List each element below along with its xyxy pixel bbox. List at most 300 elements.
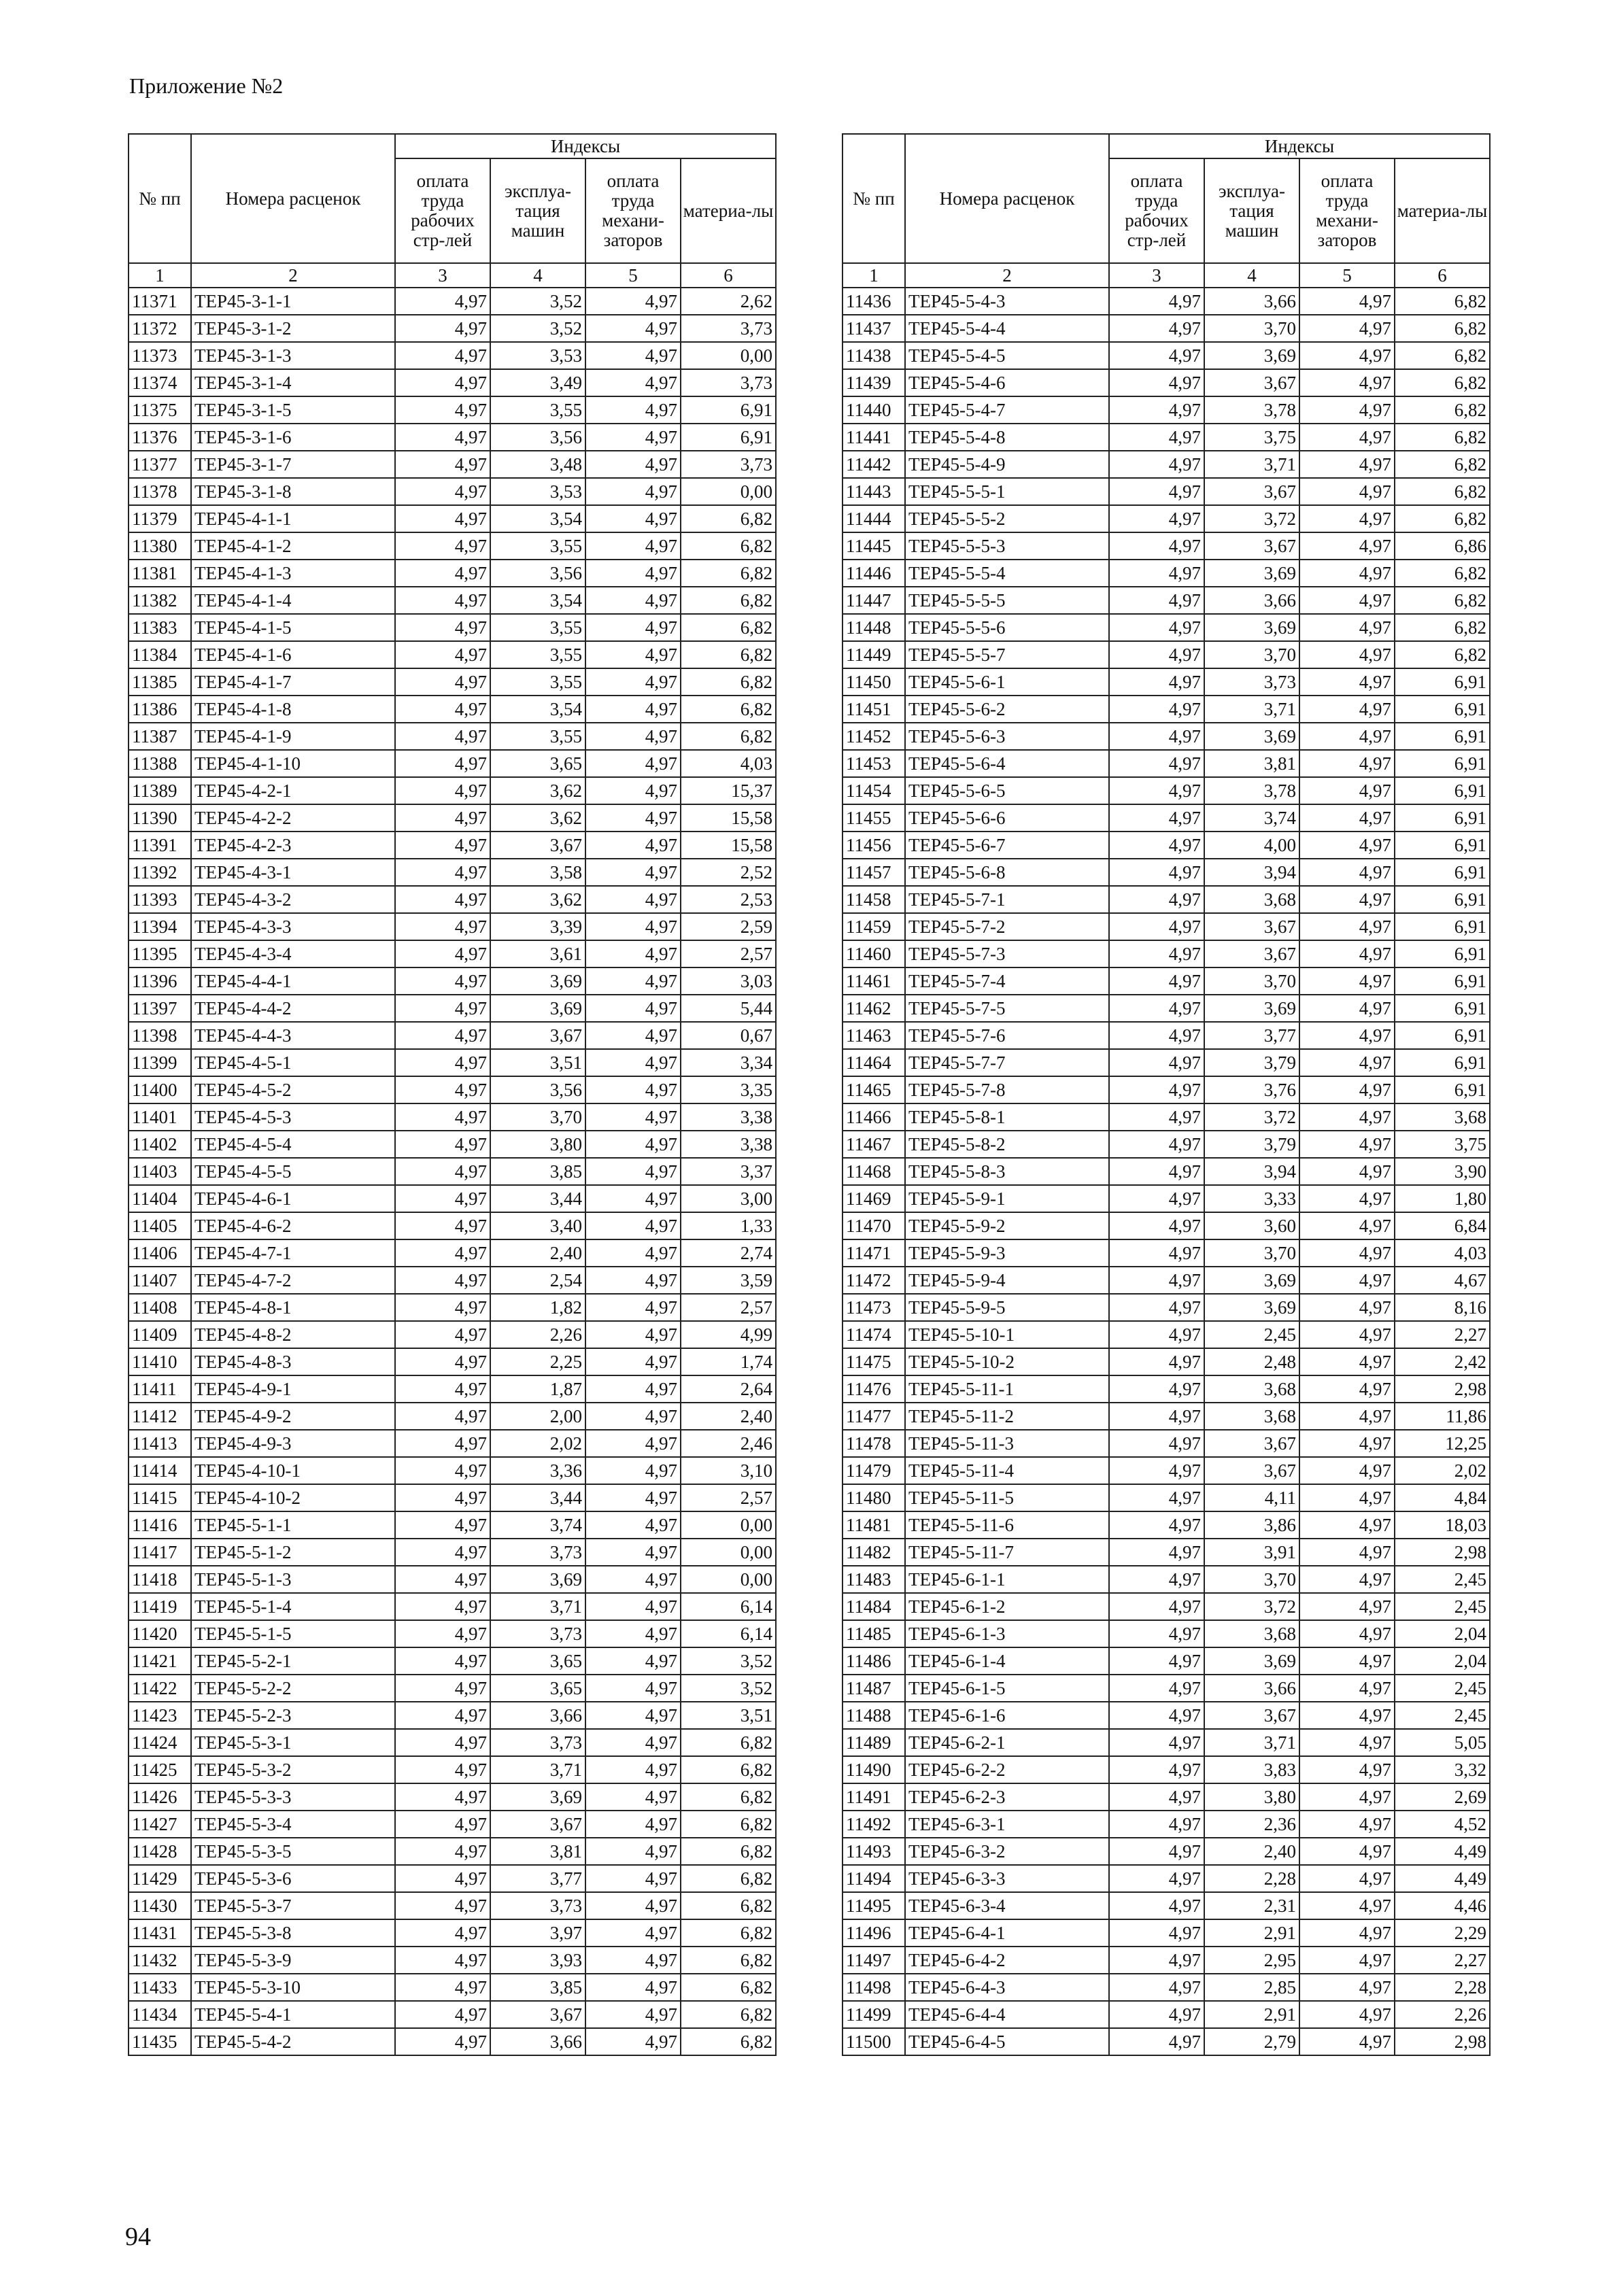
labor-index: 4,97 bbox=[1109, 1239, 1204, 1267]
machine-index: 3,69 bbox=[1204, 1267, 1299, 1294]
materials-index: 2,04 bbox=[1395, 1647, 1490, 1675]
row-number: 11462 bbox=[842, 995, 905, 1022]
materials-index: 0,00 bbox=[681, 1539, 776, 1566]
materials-index: 4,84 bbox=[1395, 1484, 1490, 1511]
row-number: 11454 bbox=[842, 777, 905, 804]
labor-index: 4,97 bbox=[1109, 478, 1204, 505]
row-number: 11479 bbox=[842, 1457, 905, 1484]
labor-index: 4,97 bbox=[395, 1484, 490, 1511]
table-row bbox=[129, 832, 776, 859]
row-number: 11471 bbox=[842, 1239, 905, 1267]
row-number: 11446 bbox=[842, 560, 905, 587]
header-code: Номера расценок bbox=[905, 134, 1109, 263]
row-number: 11386 bbox=[129, 696, 191, 723]
rate-code: ТЕР45-5-8-1 bbox=[905, 1103, 1109, 1131]
mech-index: 4,97 bbox=[1299, 859, 1395, 886]
materials-index: 6,82 bbox=[681, 614, 776, 641]
rate-code: ТЕР45-4-5-5 bbox=[191, 1158, 395, 1185]
machine-index: 3,76 bbox=[1204, 1076, 1299, 1103]
materials-index: 6,91 bbox=[1395, 696, 1490, 723]
rate-code: ТЕР45-4-5-1 bbox=[191, 1049, 395, 1076]
materials-index: 6,82 bbox=[681, 1811, 776, 1838]
table-row bbox=[842, 1158, 1490, 1185]
materials-index: 6,82 bbox=[1395, 641, 1490, 668]
materials-index: 6,82 bbox=[1395, 587, 1490, 614]
table-row bbox=[129, 777, 776, 804]
rate-code: ТЕР45-5-7-5 bbox=[905, 995, 1109, 1022]
mech-index: 4,97 bbox=[585, 886, 681, 913]
row-number: 11455 bbox=[842, 804, 905, 832]
materials-index: 6,91 bbox=[681, 396, 776, 424]
machine-index: 3,36 bbox=[490, 1457, 585, 1484]
materials-index: 1,80 bbox=[1395, 1185, 1490, 1212]
table-row bbox=[842, 1783, 1490, 1811]
labor-index: 4,97 bbox=[1109, 777, 1204, 804]
labor-index: 4,97 bbox=[395, 1158, 490, 1185]
materials-index: 6,91 bbox=[1395, 967, 1490, 995]
machine-index: 4,00 bbox=[1204, 832, 1299, 859]
table-row bbox=[129, 1974, 776, 2001]
labor-index: 4,97 bbox=[395, 777, 490, 804]
mech-index: 4,97 bbox=[1299, 1702, 1395, 1729]
table-row bbox=[129, 1430, 776, 1457]
table-row bbox=[129, 1348, 776, 1375]
row-number: 11463 bbox=[842, 1022, 905, 1049]
table-row bbox=[129, 750, 776, 777]
labor-index: 4,97 bbox=[395, 1185, 490, 1212]
mech-index: 4,97 bbox=[1299, 1974, 1395, 2001]
machine-index: 2,45 bbox=[1204, 1321, 1299, 1348]
row-number: 11481 bbox=[842, 1511, 905, 1539]
labor-index: 4,97 bbox=[395, 1076, 490, 1103]
row-number: 11487 bbox=[842, 1675, 905, 1702]
header-labor: оплата труда рабочих стр-лей bbox=[1109, 158, 1204, 263]
mech-index: 4,97 bbox=[585, 1947, 681, 1974]
labor-index: 4,97 bbox=[1109, 505, 1204, 532]
rate-code: ТЕР45-6-2-1 bbox=[905, 1729, 1109, 1756]
table-row bbox=[129, 1185, 776, 1212]
header-colnum: 1 bbox=[842, 263, 905, 288]
labor-index: 4,97 bbox=[395, 2001, 490, 2028]
rate-code: ТЕР45-5-5-3 bbox=[905, 532, 1109, 560]
mech-index: 4,97 bbox=[1299, 1620, 1395, 1647]
mech-index: 4,97 bbox=[585, 1647, 681, 1675]
row-number: 11477 bbox=[842, 1403, 905, 1430]
table-row bbox=[129, 2028, 776, 2055]
row-number: 11453 bbox=[842, 750, 905, 777]
rate-code: ТЕР45-5-3-2 bbox=[191, 1756, 395, 1783]
table-row bbox=[129, 315, 776, 342]
labor-index: 4,97 bbox=[1109, 1892, 1204, 1919]
materials-index: 2,64 bbox=[681, 1375, 776, 1403]
labor-index: 4,97 bbox=[1109, 1919, 1204, 1947]
machine-index: 3,66 bbox=[1204, 587, 1299, 614]
table-row bbox=[842, 342, 1490, 369]
rate-code: ТЕР45-5-11-2 bbox=[905, 1403, 1109, 1430]
table-row bbox=[842, 967, 1490, 995]
row-number: 11484 bbox=[842, 1593, 905, 1620]
row-number: 11483 bbox=[842, 1566, 905, 1593]
materials-index: 2,57 bbox=[681, 1484, 776, 1511]
row-number: 11421 bbox=[129, 1647, 191, 1675]
materials-index: 2,28 bbox=[1395, 1974, 1490, 2001]
materials-index: 3,73 bbox=[681, 369, 776, 396]
header-indices-group: Индексы bbox=[1109, 134, 1490, 158]
row-number: 11408 bbox=[129, 1294, 191, 1321]
row-number: 11478 bbox=[842, 1430, 905, 1457]
mech-index: 4,97 bbox=[1299, 1647, 1395, 1675]
labor-index: 4,97 bbox=[1109, 1974, 1204, 2001]
mech-index: 4,97 bbox=[1299, 1593, 1395, 1620]
machine-index: 3,56 bbox=[490, 560, 585, 587]
header-mech: оплата труда механи-заторов bbox=[1299, 158, 1395, 263]
rate-code: ТЕР45-5-6-5 bbox=[905, 777, 1109, 804]
labor-index: 4,97 bbox=[1109, 1756, 1204, 1783]
mech-index: 4,97 bbox=[1299, 886, 1395, 913]
machine-index: 3,69 bbox=[1204, 723, 1299, 750]
labor-index: 4,97 bbox=[395, 505, 490, 532]
rate-code: ТЕР45-4-4-2 bbox=[191, 995, 395, 1022]
table-row bbox=[842, 1811, 1490, 1838]
row-number: 11495 bbox=[842, 1892, 905, 1919]
rate-code: ТЕР45-5-4-3 bbox=[905, 288, 1109, 315]
materials-index: 6,82 bbox=[1395, 478, 1490, 505]
machine-index: 2,25 bbox=[490, 1348, 585, 1375]
rate-code: ТЕР45-5-9-3 bbox=[905, 1239, 1109, 1267]
rate-code: ТЕР45-6-4-2 bbox=[905, 1947, 1109, 1974]
mech-index: 4,97 bbox=[585, 1294, 681, 1321]
table-row bbox=[842, 288, 1490, 315]
table-row bbox=[842, 1321, 1490, 1348]
labor-index: 4,97 bbox=[395, 1947, 490, 1974]
materials-index: 0,00 bbox=[681, 478, 776, 505]
mech-index: 4,97 bbox=[585, 1702, 681, 1729]
table-row bbox=[129, 1022, 776, 1049]
mech-index: 4,97 bbox=[585, 1239, 681, 1267]
mech-index: 4,97 bbox=[585, 1457, 681, 1484]
labor-index: 4,97 bbox=[395, 1375, 490, 1403]
machine-index: 2,85 bbox=[1204, 1974, 1299, 2001]
header-colnum: 1 bbox=[129, 263, 191, 288]
row-number: 11442 bbox=[842, 451, 905, 478]
table-row bbox=[129, 696, 776, 723]
materials-index: 6,84 bbox=[1395, 1212, 1490, 1239]
rate-code: ТЕР45-4-3-2 bbox=[191, 886, 395, 913]
labor-index: 4,97 bbox=[1109, 1375, 1204, 1403]
rate-code: ТЕР45-4-5-3 bbox=[191, 1103, 395, 1131]
rate-code: ТЕР45-5-4-1 bbox=[191, 2001, 395, 2028]
machine-index: 2,28 bbox=[1204, 1865, 1299, 1892]
rate-code: ТЕР45-6-1-6 bbox=[905, 1702, 1109, 1729]
mech-index: 4,97 bbox=[1299, 1131, 1395, 1158]
rate-code: ТЕР45-4-2-3 bbox=[191, 832, 395, 859]
rate-code: ТЕР45-4-7-2 bbox=[191, 1267, 395, 1294]
row-number: 11423 bbox=[129, 1702, 191, 1729]
table-row bbox=[842, 1185, 1490, 1212]
materials-index: 2,57 bbox=[681, 940, 776, 967]
table-row bbox=[842, 1511, 1490, 1539]
materials-index: 6,82 bbox=[681, 1838, 776, 1865]
rate-code: ТЕР45-5-6-1 bbox=[905, 668, 1109, 696]
materials-index: 15,58 bbox=[681, 804, 776, 832]
labor-index: 4,97 bbox=[1109, 859, 1204, 886]
row-number: 11494 bbox=[842, 1865, 905, 1892]
table-row bbox=[842, 2001, 1490, 2028]
mech-index: 4,97 bbox=[1299, 1756, 1395, 1783]
materials-index: 2,04 bbox=[1395, 1620, 1490, 1647]
materials-index: 3,03 bbox=[681, 967, 776, 995]
rate-code: ТЕР45-5-1-3 bbox=[191, 1566, 395, 1593]
materials-index: 6,82 bbox=[681, 1729, 776, 1756]
machine-index: 3,49 bbox=[490, 369, 585, 396]
row-number: 11461 bbox=[842, 967, 905, 995]
table-row bbox=[842, 1702, 1490, 1729]
labor-index: 4,97 bbox=[1109, 886, 1204, 913]
table-row bbox=[129, 1403, 776, 1430]
mech-index: 4,97 bbox=[585, 1403, 681, 1430]
rate-code: ТЕР45-4-1-6 bbox=[191, 641, 395, 668]
labor-index: 4,97 bbox=[1109, 1783, 1204, 1811]
machine-index: 3,66 bbox=[1204, 1675, 1299, 1702]
machine-index: 3,60 bbox=[1204, 1212, 1299, 1239]
row-number: 11430 bbox=[129, 1892, 191, 1919]
row-number: 11465 bbox=[842, 1076, 905, 1103]
mech-index: 4,97 bbox=[585, 1103, 681, 1131]
mech-index: 4,97 bbox=[1299, 1729, 1395, 1756]
mech-index: 4,97 bbox=[585, 1185, 681, 1212]
materials-index: 2,45 bbox=[1395, 1702, 1490, 1729]
mech-index: 4,97 bbox=[585, 1348, 681, 1375]
rate-code: ТЕР45-4-1-2 bbox=[191, 532, 395, 560]
labor-index: 4,97 bbox=[395, 967, 490, 995]
labor-index: 4,97 bbox=[1109, 1158, 1204, 1185]
row-number: 11490 bbox=[842, 1756, 905, 1783]
mech-index: 4,97 bbox=[1299, 913, 1395, 940]
mech-index: 4,97 bbox=[585, 804, 681, 832]
rate-code: ТЕР45-5-11-7 bbox=[905, 1539, 1109, 1566]
materials-index: 6,82 bbox=[1395, 342, 1490, 369]
table-row bbox=[129, 587, 776, 614]
labor-index: 4,97 bbox=[395, 1865, 490, 1892]
labor-index: 4,97 bbox=[1109, 1593, 1204, 1620]
rate-code: ТЕР45-6-1-2 bbox=[905, 1593, 1109, 1620]
materials-index: 2,52 bbox=[681, 859, 776, 886]
materials-index: 6,91 bbox=[1395, 859, 1490, 886]
header-labor: оплата труда рабочих стр-лей bbox=[395, 158, 490, 263]
page-number: 94 bbox=[125, 2223, 151, 2251]
mech-index: 4,97 bbox=[1299, 1811, 1395, 1838]
row-number: 11412 bbox=[129, 1403, 191, 1430]
labor-index: 4,97 bbox=[395, 1267, 490, 1294]
materials-index: 6,82 bbox=[681, 1865, 776, 1892]
table-row bbox=[842, 1865, 1490, 1892]
materials-index: 4,49 bbox=[1395, 1865, 1490, 1892]
rate-code: ТЕР45-6-1-3 bbox=[905, 1620, 1109, 1647]
materials-index: 6,86 bbox=[1395, 532, 1490, 560]
machine-index: 3,86 bbox=[1204, 1511, 1299, 1539]
table-row bbox=[129, 2001, 776, 2028]
materials-index: 6,14 bbox=[681, 1620, 776, 1647]
row-number: 11420 bbox=[129, 1620, 191, 1647]
row-number: 11375 bbox=[129, 396, 191, 424]
table-row bbox=[842, 532, 1490, 560]
rate-code: ТЕР45-5-9-1 bbox=[905, 1185, 1109, 1212]
materials-index: 6,91 bbox=[1395, 668, 1490, 696]
labor-index: 4,97 bbox=[395, 1049, 490, 1076]
mech-index: 4,97 bbox=[585, 1321, 681, 1348]
materials-index: 6,91 bbox=[1395, 832, 1490, 859]
machine-index: 3,81 bbox=[1204, 750, 1299, 777]
table-row bbox=[842, 641, 1490, 668]
mech-index: 4,97 bbox=[585, 1484, 681, 1511]
mech-index: 4,97 bbox=[585, 315, 681, 342]
labor-index: 4,97 bbox=[395, 2028, 490, 2055]
rate-code: ТЕР45-5-1-5 bbox=[191, 1620, 395, 1647]
machine-index: 3,67 bbox=[1204, 478, 1299, 505]
machine-index: 3,79 bbox=[1204, 1049, 1299, 1076]
rate-code: ТЕР45-5-7-7 bbox=[905, 1049, 1109, 1076]
labor-index: 4,97 bbox=[395, 1919, 490, 1947]
machine-index: 3,62 bbox=[490, 777, 585, 804]
machine-index: 2,79 bbox=[1204, 2028, 1299, 2055]
rate-code: ТЕР45-5-3-10 bbox=[191, 1974, 395, 2001]
rate-code: ТЕР45-5-3-9 bbox=[191, 1947, 395, 1974]
row-number: 11439 bbox=[842, 369, 905, 396]
mech-index: 4,97 bbox=[585, 2028, 681, 2055]
machine-index: 3,73 bbox=[490, 1892, 585, 1919]
materials-index: 1,33 bbox=[681, 1212, 776, 1239]
rate-code: ТЕР45-4-1-9 bbox=[191, 723, 395, 750]
row-number: 11428 bbox=[129, 1838, 191, 1865]
rate-code: ТЕР45-3-1-3 bbox=[191, 342, 395, 369]
rate-code: ТЕР45-5-9-4 bbox=[905, 1267, 1109, 1294]
rate-code: ТЕР45-5-1-4 bbox=[191, 1593, 395, 1620]
row-number: 11391 bbox=[129, 832, 191, 859]
mech-index: 4,97 bbox=[585, 1811, 681, 1838]
mech-index: 4,97 bbox=[1299, 804, 1395, 832]
materials-index: 0,00 bbox=[681, 1566, 776, 1593]
labor-index: 4,97 bbox=[1109, 1321, 1204, 1348]
labor-index: 4,97 bbox=[395, 1593, 490, 1620]
machine-index: 3,69 bbox=[1204, 614, 1299, 641]
machine-index: 3,71 bbox=[1204, 451, 1299, 478]
row-number: 11393 bbox=[129, 886, 191, 913]
table-row bbox=[842, 587, 1490, 614]
machine-index: 3,44 bbox=[490, 1185, 585, 1212]
row-number: 11458 bbox=[842, 886, 905, 913]
machine-index: 3,67 bbox=[1204, 1430, 1299, 1457]
labor-index: 4,97 bbox=[1109, 2001, 1204, 2028]
table-row bbox=[842, 1484, 1490, 1511]
materials-index: 6,82 bbox=[681, 587, 776, 614]
rate-code: ТЕР45-4-3-3 bbox=[191, 913, 395, 940]
table-row bbox=[129, 1566, 776, 1593]
header-materials: материа-лы bbox=[681, 158, 776, 263]
row-number: 11432 bbox=[129, 1947, 191, 1974]
mech-index: 4,97 bbox=[585, 1049, 681, 1076]
mech-index: 4,97 bbox=[1299, 315, 1395, 342]
rate-code: ТЕР45-5-1-1 bbox=[191, 1511, 395, 1539]
row-number: 11473 bbox=[842, 1294, 905, 1321]
labor-index: 4,97 bbox=[1109, 1131, 1204, 1158]
table-row bbox=[129, 614, 776, 641]
labor-index: 4,97 bbox=[395, 478, 490, 505]
rate-code: ТЕР45-4-4-3 bbox=[191, 1022, 395, 1049]
table-row bbox=[129, 641, 776, 668]
machine-index: 3,53 bbox=[490, 342, 585, 369]
row-number: 11387 bbox=[129, 723, 191, 750]
machine-index: 3,80 bbox=[490, 1131, 585, 1158]
materials-index: 2,40 bbox=[681, 1403, 776, 1430]
table-row bbox=[129, 369, 776, 396]
rate-code: ТЕР45-3-1-7 bbox=[191, 451, 395, 478]
materials-index: 6,82 bbox=[1395, 369, 1490, 396]
table-row bbox=[129, 1783, 776, 1811]
table-row bbox=[129, 1511, 776, 1539]
row-number: 11376 bbox=[129, 424, 191, 451]
labor-index: 4,97 bbox=[1109, 1294, 1204, 1321]
materials-index: 6,91 bbox=[1395, 750, 1490, 777]
labor-index: 4,97 bbox=[395, 1294, 490, 1321]
mech-index: 4,97 bbox=[585, 2001, 681, 2028]
table-row bbox=[842, 1892, 1490, 1919]
machine-index: 3,54 bbox=[490, 587, 585, 614]
table-row bbox=[129, 1838, 776, 1865]
table-row bbox=[842, 1403, 1490, 1430]
materials-index: 2,45 bbox=[1395, 1593, 1490, 1620]
rate-code: ТЕР45-5-4-5 bbox=[905, 342, 1109, 369]
rate-code: ТЕР45-6-4-4 bbox=[905, 2001, 1109, 2028]
machine-index: 3,67 bbox=[490, 1811, 585, 1838]
labor-index: 4,97 bbox=[395, 995, 490, 1022]
row-number: 11491 bbox=[842, 1783, 905, 1811]
row-number: 11492 bbox=[842, 1811, 905, 1838]
row-number: 11373 bbox=[129, 342, 191, 369]
table-row bbox=[842, 723, 1490, 750]
row-number: 11405 bbox=[129, 1212, 191, 1239]
machine-index: 3,54 bbox=[490, 696, 585, 723]
table-row bbox=[842, 315, 1490, 342]
labor-index: 4,97 bbox=[1109, 1729, 1204, 1756]
machine-index: 3,75 bbox=[1204, 424, 1299, 451]
materials-index: 6,82 bbox=[681, 2028, 776, 2055]
machine-index: 3,94 bbox=[1204, 1158, 1299, 1185]
mech-index: 4,97 bbox=[1299, 1076, 1395, 1103]
row-number: 11440 bbox=[842, 396, 905, 424]
rate-code: ТЕР45-5-5-4 bbox=[905, 560, 1109, 587]
labor-index: 4,97 bbox=[395, 696, 490, 723]
rate-code: ТЕР45-4-6-2 bbox=[191, 1212, 395, 1239]
table-row bbox=[129, 478, 776, 505]
rate-code: ТЕР45-5-11-5 bbox=[905, 1484, 1109, 1511]
row-number: 11452 bbox=[842, 723, 905, 750]
row-number: 11418 bbox=[129, 1566, 191, 1593]
mech-index: 4,97 bbox=[585, 1267, 681, 1294]
row-number: 11448 bbox=[842, 614, 905, 641]
machine-index: 3,55 bbox=[490, 723, 585, 750]
labor-index: 4,97 bbox=[395, 288, 490, 315]
table-row bbox=[842, 1348, 1490, 1375]
materials-index: 3,38 bbox=[681, 1131, 776, 1158]
labor-index: 4,97 bbox=[1109, 696, 1204, 723]
rate-code: ТЕР45-5-11-3 bbox=[905, 1430, 1109, 1457]
rate-code: ТЕР45-4-4-1 bbox=[191, 967, 395, 995]
rate-code: ТЕР45-4-5-2 bbox=[191, 1076, 395, 1103]
machine-index: 3,67 bbox=[1204, 369, 1299, 396]
rate-code: ТЕР45-5-7-1 bbox=[905, 886, 1109, 913]
rate-code: ТЕР45-5-7-6 bbox=[905, 1022, 1109, 1049]
mech-index: 4,97 bbox=[1299, 1484, 1395, 1511]
